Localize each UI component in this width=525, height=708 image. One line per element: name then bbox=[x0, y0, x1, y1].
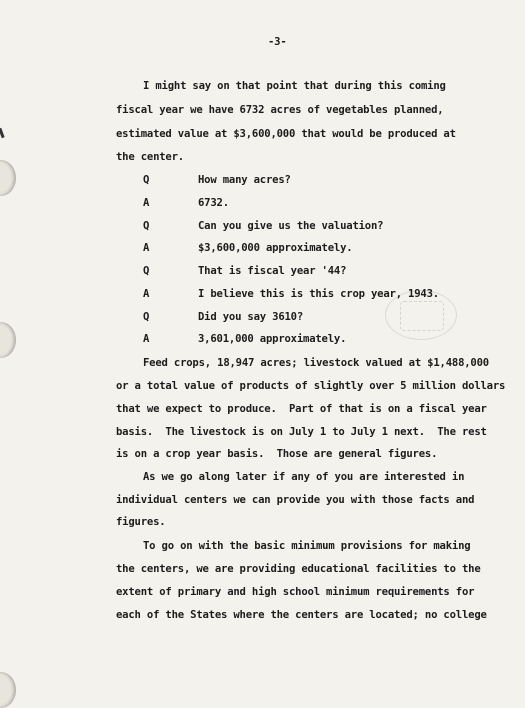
qa-text: How many acres? bbox=[198, 174, 291, 186]
binder-hole-bottom bbox=[0, 672, 16, 708]
qa-speaker: A bbox=[143, 333, 150, 345]
qa-text: 6732. bbox=[198, 197, 229, 209]
qa-speaker: A bbox=[143, 197, 150, 209]
paragraph-line: estimated value at $3,600,000 that would be produced at bbox=[116, 128, 456, 140]
qa-speaker: Q bbox=[143, 265, 150, 277]
qa-speaker: Q bbox=[143, 174, 150, 186]
qa-speaker: A bbox=[143, 288, 150, 300]
paragraph-line: that we expect to produce. Part of that is on a fiscal year bbox=[116, 403, 487, 415]
paragraph-line: the centers, we are providing educational facilities to the bbox=[116, 563, 481, 575]
paragraph-line: I might say on that point that during this coming bbox=[143, 80, 446, 92]
qa-text: 3,601,000 approximately. bbox=[198, 333, 347, 345]
qa-speaker: A bbox=[143, 242, 150, 254]
paragraph-line: the center. bbox=[116, 151, 184, 163]
paragraph-line: Feed crops, 18,947 acres; livestock valued at $1,488,000 bbox=[143, 357, 489, 369]
paragraph-line: each of the States where the centers are located; no college bbox=[116, 609, 487, 621]
paragraph-line: To go on with the basic minimum provisions for making bbox=[143, 540, 471, 552]
qa-text: Can you give us the valuation? bbox=[198, 220, 384, 232]
binder-hole-top bbox=[0, 160, 16, 196]
qa-text: That is fiscal year '44? bbox=[198, 265, 347, 277]
margin-mark bbox=[0, 128, 5, 138]
qa-text: I believe this is this crop year, 1943. bbox=[198, 288, 439, 300]
binder-hole-middle bbox=[0, 322, 16, 358]
qa-text: $3,600,000 approximately. bbox=[198, 242, 353, 254]
page-number: -3- bbox=[268, 36, 287, 48]
paragraph-line: basis. The livestock is on July 1 to July 1 next. The rest bbox=[116, 426, 487, 438]
paragraph-line: individual centers we can provide you with those facts and bbox=[116, 494, 475, 506]
qa-speaker: Q bbox=[143, 220, 150, 232]
paragraph-line: As we go along later if any of you are interested in bbox=[143, 471, 465, 483]
paragraph-line: figures. bbox=[116, 516, 166, 528]
paragraph-line: extent of primary and high school minimum requirements for bbox=[116, 586, 475, 598]
qa-speaker: Q bbox=[143, 311, 150, 323]
qa-text: Did you say 3610? bbox=[198, 311, 304, 323]
paragraph-line: or a total value of products of slightly over 5 million dollars bbox=[116, 380, 506, 392]
paragraph-line: fiscal year we have 6732 acres of vegetables planned, bbox=[116, 104, 444, 116]
paragraph-line: is on a crop year basis. Those are general figures. bbox=[116, 448, 438, 460]
